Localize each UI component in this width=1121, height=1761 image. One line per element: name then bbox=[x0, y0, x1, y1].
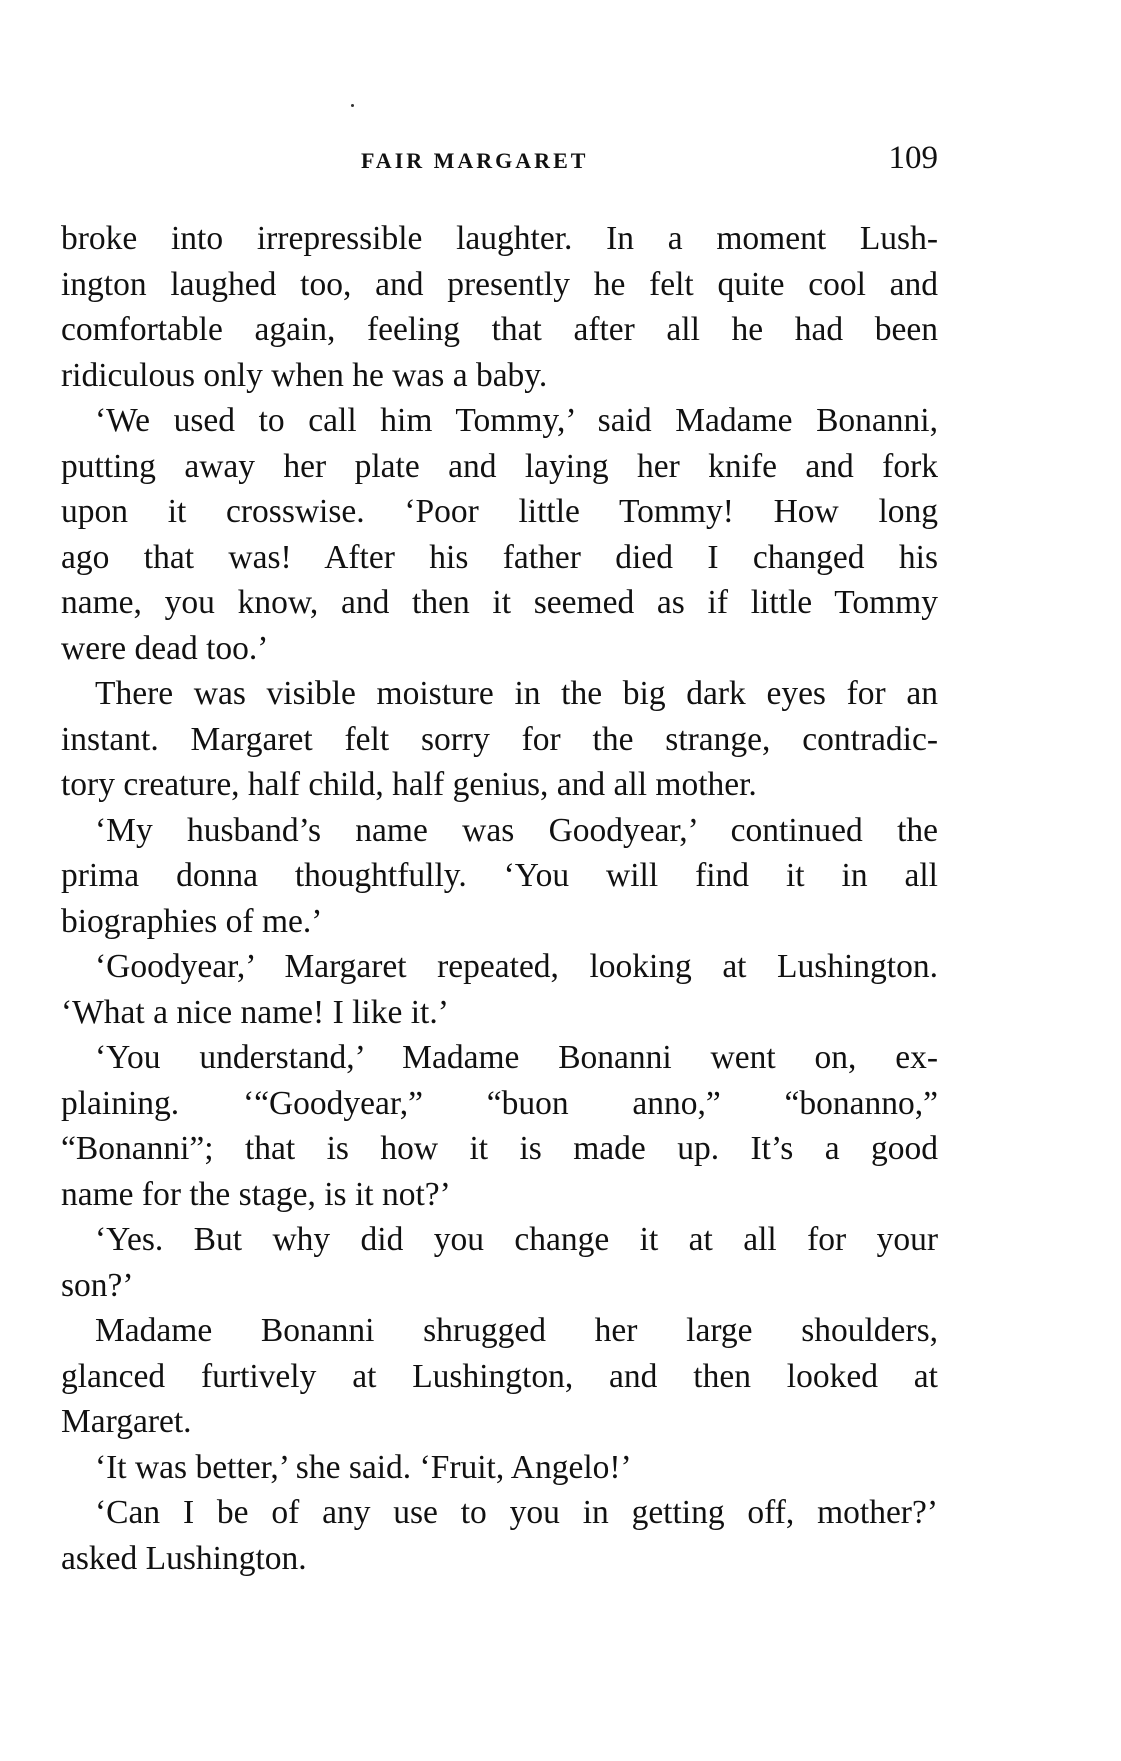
stray-mark bbox=[351, 104, 354, 107]
text-line: name, you know, and then it seemed as if little Tommy bbox=[61, 584, 938, 621]
text-line: ridiculous only when he was a baby. bbox=[61, 356, 548, 394]
text-line: ‘Yes. But why did you change it at all for your bbox=[95, 1221, 938, 1258]
text-line: ington laughed too, and presently he felt quite cool and bbox=[61, 265, 938, 303]
text-line: plaining. ‘“Goodyear,” “buon anno,” “bonanno,” bbox=[61, 1084, 938, 1122]
running-title: FAIR MARGARET bbox=[361, 148, 589, 173]
text-line: ‘We used to call him Tommy,’ said Madame Bonanni, bbox=[95, 402, 938, 439]
text-line: Margaret. bbox=[61, 1403, 192, 1440]
text-line: glanced furtively at Lushington, and then looked at bbox=[61, 1357, 938, 1395]
text-line: prima donna thoughtfully. ‘You will find it in all bbox=[61, 857, 938, 894]
text-line: instant. Margaret felt sorry for the strange, contradic- bbox=[61, 720, 938, 758]
text-line: ‘My husband’s name was Goodyear,’ continued the bbox=[95, 811, 938, 849]
text-line: tory creature, half child, half genius, and all mother. bbox=[61, 766, 757, 803]
text-line: ‘Can I be of any use to you in getting off, mother?’ bbox=[95, 1494, 938, 1531]
text-line: ago that was! After his father died I changed his bbox=[61, 538, 938, 576]
text-line: son?’ bbox=[61, 1266, 134, 1304]
text-line: asked Lushington. bbox=[61, 1539, 307, 1577]
text-line: “Bonanni”; that is how it is made up. It’s a good bbox=[61, 1130, 938, 1167]
text-line: comfortable again, feeling that after all he had been bbox=[61, 311, 938, 348]
text-line: ‘Goodyear,’ Margaret repeated, looking at Lushington. bbox=[95, 948, 938, 985]
running-head bbox=[61, 140, 938, 180]
text-line: ‘You understand,’ Madame Bonanni went on, ex- bbox=[95, 1039, 938, 1076]
text-line: upon it crosswise. ‘Poor little Tommy! How long bbox=[61, 493, 938, 530]
text-line: name for the stage, is it not?’ bbox=[61, 1175, 451, 1213]
text-line: were dead too.’ bbox=[61, 629, 269, 667]
page-number: 109 bbox=[888, 140, 938, 176]
text-line: Madame Bonanni shrugged her large shoulders, bbox=[95, 1312, 938, 1349]
text-line: ‘It was better,’ she said. ‘Fruit, Angelo!’ bbox=[95, 1448, 632, 1486]
text-line: putting away her plate and laying her knife and fork bbox=[61, 447, 938, 485]
text-line: broke into irrepressible laughter. In a moment Lush- bbox=[61, 220, 938, 257]
body-text bbox=[61, 216, 938, 1581]
text-line: ‘What a nice name! I like it.’ bbox=[61, 993, 449, 1031]
text-line: There was visible moisture in the big dark eyes for an bbox=[95, 675, 938, 712]
text-line: biographies of me.’ bbox=[61, 902, 323, 940]
